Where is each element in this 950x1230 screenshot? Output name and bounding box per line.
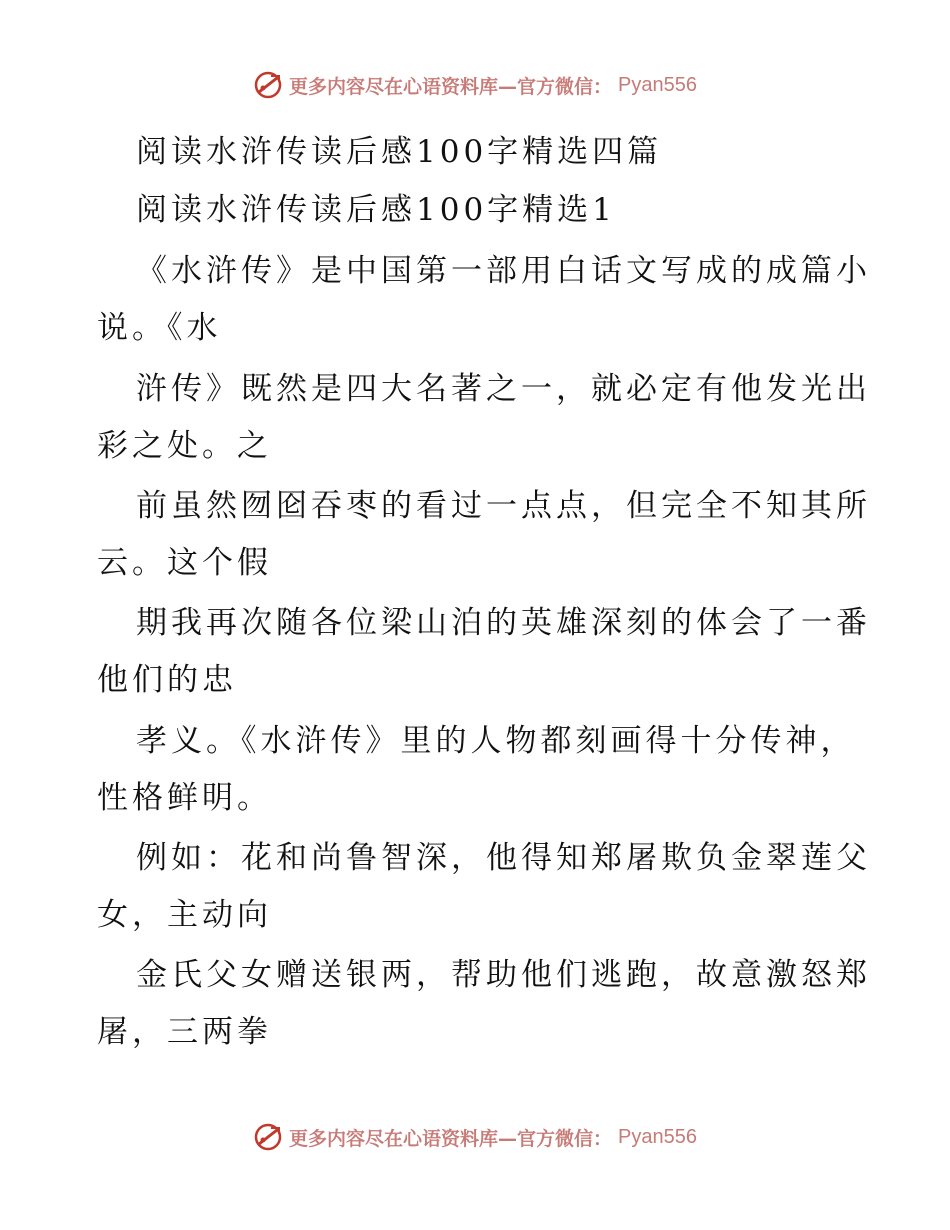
body-line: 金氏父女赠送银两，帮助他们逃跑，故意激怒郑 (136, 957, 871, 993)
footer-slogan: 更多内容尽在心语资料库—官方微信： (289, 1127, 613, 1150)
header-wechat-id: Pyan556 (618, 73, 697, 96)
body-line: 《水浒传》是中国第一部用白话文写成的成篇小 (136, 253, 871, 289)
body-line: 孝义。《水浒传》里的人物都刻画得十分传神， (136, 723, 856, 759)
body-line: 性格鲜明。 (97, 780, 272, 816)
document-title: 阅读水浒传读后感100字精选四篇 (136, 134, 663, 170)
body-line: 彩之处。之 (97, 428, 272, 464)
header-banner (0, 70, 950, 110)
body-line: 说。《水 (97, 310, 222, 346)
footer-wechat-id: Pyan556 (618, 1125, 697, 1148)
body-line: 云。这个假 (97, 545, 272, 581)
body-line: 浒传》既然是四大名著之一，就必定有他发光出 (136, 371, 871, 407)
header-slogan: 更多内容尽在心语资料库—官方微信： (289, 75, 613, 98)
body-line: 例如：花和尚鲁智深，他得知郑屠欺负金翠莲父 (136, 840, 871, 876)
body-line: 期我再次随各位梁山泊的英雄深刻的体会了一番 (136, 605, 871, 641)
body-line: 前虽然囫囵吞枣的看过一点点，但完全不知其所 (136, 488, 871, 524)
section-heading: 阅读水浒传读后感100字精选1 (136, 192, 616, 228)
body-line: 屠，三两拳 (97, 1014, 272, 1050)
body-line: 他们的忠 (97, 662, 237, 698)
brand-logo-icon (253, 70, 283, 100)
brand-logo-icon (253, 1122, 283, 1152)
footer-banner (0, 1122, 950, 1162)
body-line: 女，主动向 (97, 897, 272, 933)
